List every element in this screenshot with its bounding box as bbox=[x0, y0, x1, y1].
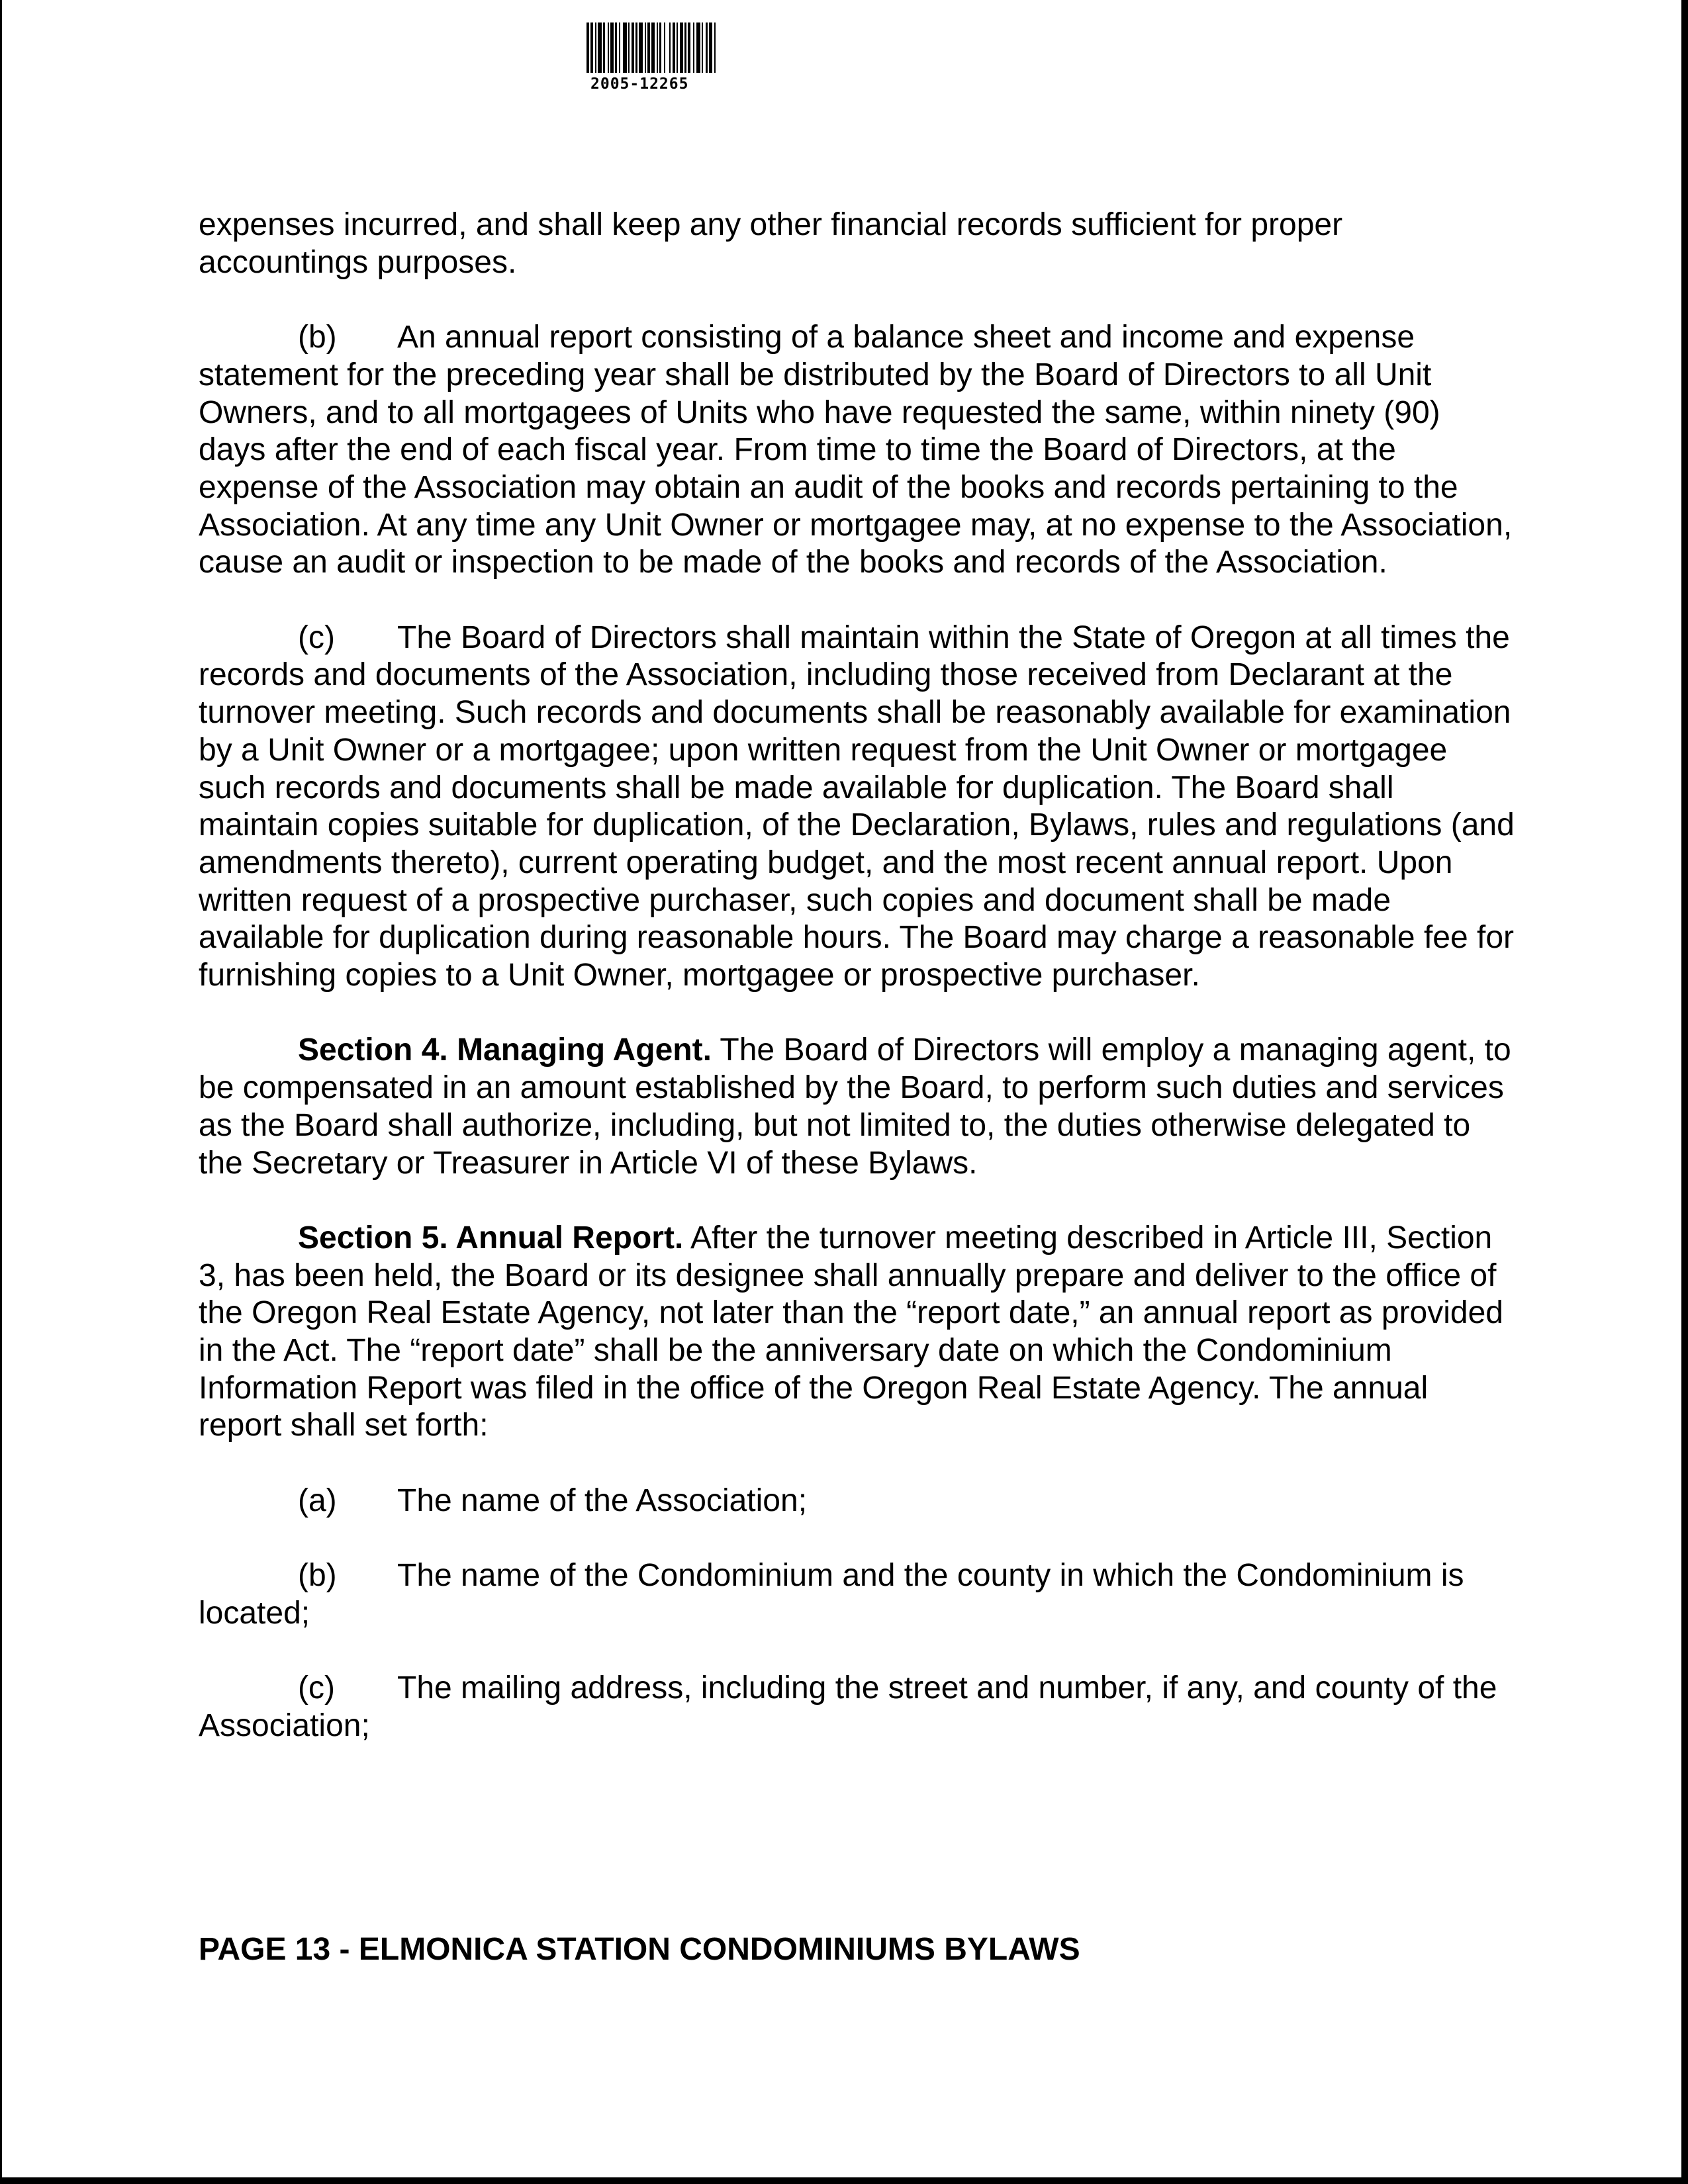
recording-barcode bbox=[586, 23, 891, 95]
barcode-bar bbox=[639, 23, 643, 73]
barcode-bar bbox=[623, 23, 627, 73]
barcode-bar bbox=[696, 23, 700, 73]
list-item-a bbox=[199, 1482, 1516, 1520]
paragraph-marker: (b) bbox=[298, 320, 337, 355]
barcode-bar bbox=[702, 23, 703, 73]
barcode-bar bbox=[610, 23, 614, 73]
scan-edge-left bbox=[0, 0, 2, 2184]
barcode-bar bbox=[714, 23, 716, 73]
paragraph-continuation: expenses incurred, and shall keep any other financial records sufficient for proper accountings purposes. bbox=[199, 207, 1343, 280]
barcode-bar bbox=[688, 23, 690, 73]
barcode-bar bbox=[608, 23, 609, 73]
paragraph-c-records bbox=[199, 619, 1516, 995]
barcode-bar bbox=[669, 23, 671, 73]
page-footer: PAGE 13 - ELMONICA STATION CONDOMINIUMS BYLAWS bbox=[199, 1932, 1080, 1967]
list-marker: (a) bbox=[298, 1482, 337, 1518]
barcode-bar bbox=[632, 23, 634, 73]
barcode-bar bbox=[647, 23, 650, 73]
barcode-bar bbox=[598, 23, 602, 73]
barcode-bar bbox=[684, 23, 686, 73]
section-text: The Board of Directors will employ a managing agent, to be compensated in an amount established by the Board, to perform such duties and services as the Board shall authorize, including, but not limited to, the duties otherwise delegated to the Secretary or Treasurer in Article VI of these Bylaws. bbox=[199, 1032, 1511, 1181]
barcode-bar bbox=[664, 23, 665, 73]
section-4-managing-agent bbox=[199, 1032, 1516, 1182]
list-text: The name of the Condominium and the county in which the Condominium is located; bbox=[199, 1558, 1464, 1631]
barcode-graphic bbox=[586, 23, 891, 74]
barcode-bar bbox=[595, 23, 596, 73]
barcode-bar bbox=[619, 23, 620, 73]
barcode-bar bbox=[680, 23, 683, 73]
barcode-bar bbox=[706, 23, 708, 73]
scan-edge-bottom bbox=[0, 2177, 1688, 2184]
barcode-bar bbox=[673, 23, 675, 73]
barcode-bar bbox=[628, 23, 630, 73]
list-marker: (b) bbox=[298, 1558, 337, 1594]
section-heading: Section 4. Managing Agent. bbox=[298, 1032, 712, 1068]
barcode-bar bbox=[645, 23, 646, 73]
paragraph-marker: (c) bbox=[298, 619, 335, 655]
section-heading: Section 5. Annual Report. bbox=[298, 1220, 684, 1255]
barcode-bar bbox=[709, 23, 712, 73]
barcode-bar bbox=[590, 23, 593, 73]
barcode-bar bbox=[693, 23, 694, 73]
barcode-bar bbox=[603, 23, 605, 73]
barcode-bar bbox=[677, 23, 678, 73]
list-marker: (c) bbox=[298, 1670, 335, 1706]
section-5-annual-report bbox=[199, 1220, 1516, 1445]
barcode-number: 2005-12265 bbox=[590, 75, 689, 93]
paragraph-text: The Board of Directors shall maintain within the State of Oregon at all times the records and documents of the Association, including those received from Declarant at the turnover meeting. Such records and documents shall be reasonably available for examination by a Unit Owner or a mortgagee; upon written request from the Unit Owner or mortgagee such records and documents shall be made available for duplication. The Board shall maintain copies suitable for duplication, of the Declaration, Bylaws, rules and regulations (and amendments thereto), current operating budget, and the most recent annual report. Upon written request of a prospective purchaser, such copies and document shall be made available for duplication during reasonable hours. The Board may charge a reasonable fee for furnishing copies to a Unit Owner, mortgagee or prospective purchaser. bbox=[199, 619, 1515, 993]
paragraph-b-annual-report bbox=[199, 319, 1516, 582]
document-body bbox=[199, 206, 1516, 1782]
list-item-c bbox=[199, 1670, 1516, 1745]
paragraph-text: An annual report consisting of a balance sheet and income and expense statement for the preceding year shall be distributed by the Board of Directors to all Unit Owners, and to all mortgagees of Units who have requested the same, within ninety (90) days after the end of each fiscal year. From time to time the Board of Directors, at the expense of the Association may obtain an audit of the books and records pertaining to the Association. At any time any Unit Owner or mortgagee may, at no expense to the Association, cause an audit or inspection to be made of the books and records of the Association. bbox=[199, 320, 1513, 580]
barcode-bar bbox=[659, 23, 661, 73]
barcode-bar bbox=[651, 23, 655, 73]
barcode-bar bbox=[615, 23, 617, 73]
barcode-bar bbox=[657, 23, 658, 73]
barcode-bar bbox=[635, 23, 637, 73]
scan-edge-right bbox=[1681, 0, 1688, 2184]
list-text: The mailing address, including the street and number, if any, and county of the Association; bbox=[199, 1670, 1497, 1744]
list-text: The name of the Association; bbox=[397, 1482, 808, 1518]
barcode-bar bbox=[586, 23, 589, 73]
section-text: After the turnover meeting described in Article III, Section 3, has been held, the Board or its designee shall annually prepare and deliver to the office of the Oregon Real Estate Agency, not later than the “report date,” an annual report as provided in the Act. The “report date” shall be the anniversary date on which the Condominium Information Report was filed in the office of the Oregon Real Estate Agency. The annual report shall set forth: bbox=[199, 1220, 1503, 1443]
list-item-b bbox=[199, 1557, 1516, 1632]
